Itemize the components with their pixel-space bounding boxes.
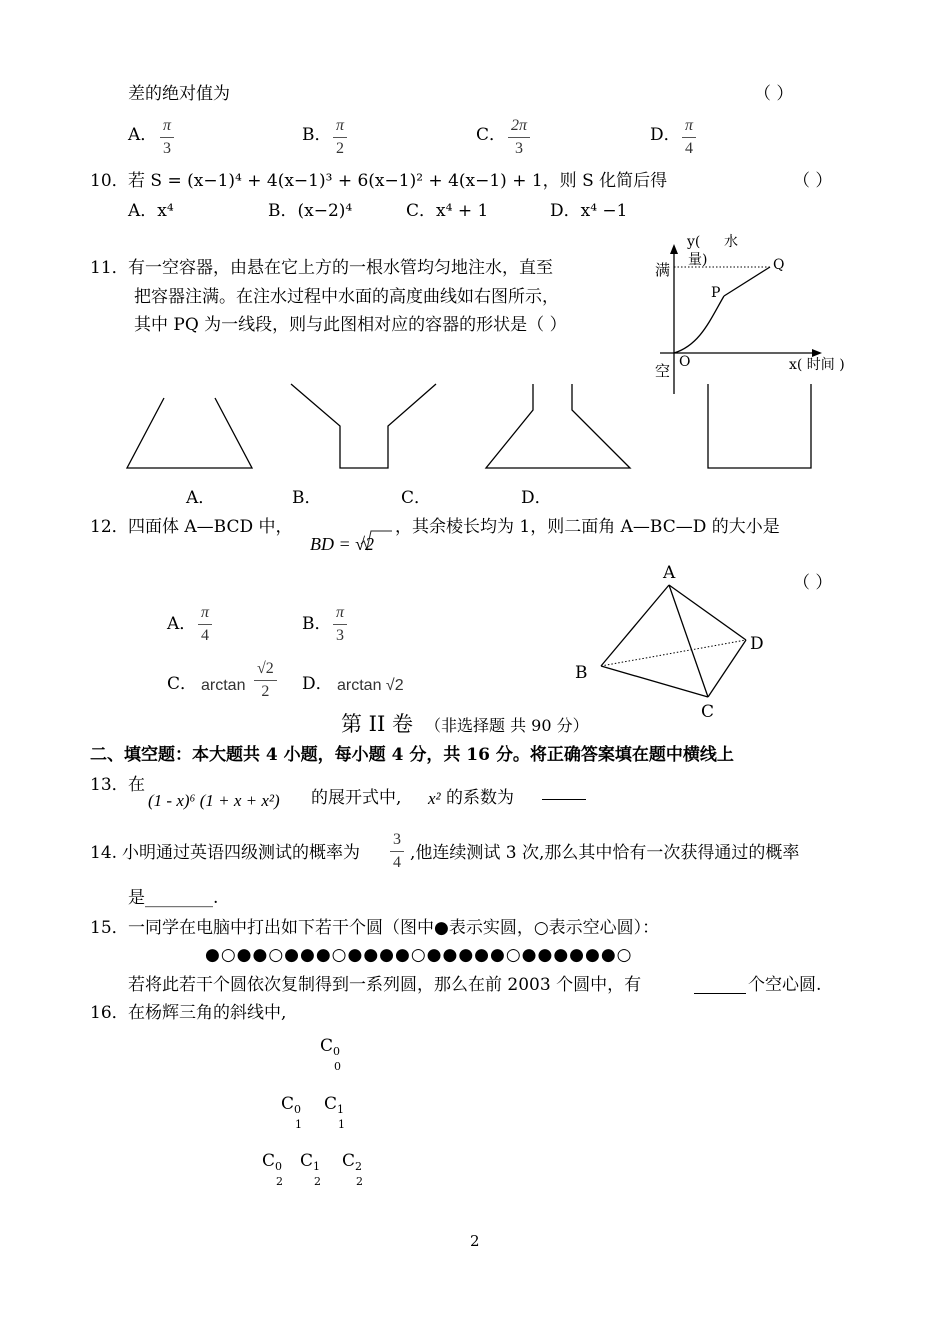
q13-text-b: 的展开式中, [311, 788, 402, 808]
graph-y-label-amount: 量) [688, 252, 708, 268]
q15-answer-blank[interactable] [694, 993, 746, 994]
edge-cd [708, 640, 746, 697]
container-d-cylinder [708, 384, 811, 468]
edge-ab [601, 585, 669, 666]
q11-line-1: 有一空容器，由悬在它上方的一根水管均匀地注水，直至 [128, 258, 553, 278]
combination-letter: C [324, 1094, 338, 1114]
graph-point-q: Q [773, 257, 785, 273]
q10-option-a: A．x⁴ [128, 201, 174, 221]
q11-option-d-label: D． [521, 488, 552, 508]
vertex-d-label: D [750, 634, 764, 654]
combination-lower-index: 1 [338, 1118, 345, 1131]
combination-c22 [342, 1151, 363, 1188]
q10-answer-bracket: （ ） [793, 171, 833, 191]
q12-option-c-arctan: arctan [201, 677, 246, 694]
combination-c12 [300, 1151, 321, 1188]
combination-upper-index: 0 [275, 1160, 283, 1173]
fraction-numerator: π [333, 117, 347, 138]
combination-c02 [262, 1151, 283, 1188]
q14-probability-fraction [390, 831, 404, 872]
q9-option-d-fraction [682, 117, 696, 158]
fraction-numerator: π [160, 117, 174, 138]
q9-answer-bracket: （ ） [754, 84, 794, 104]
q12-option-d-label: D． [302, 674, 333, 694]
graph-point-p: P [711, 285, 721, 301]
q10-option-c: C．x⁴ + 1 [406, 201, 489, 221]
graph-empty-label: 空 [655, 362, 671, 380]
q12-option-c-label: C． [167, 674, 198, 694]
q13-answer-blank[interactable] [542, 799, 586, 800]
combination-upper-index: 1 [313, 1160, 321, 1173]
combination-upper-index: 1 [337, 1103, 345, 1116]
edge-bc [601, 666, 708, 697]
q9-option-d-label: D． [650, 125, 681, 145]
combination-lower-index: 2 [276, 1175, 283, 1188]
combination-c11 [324, 1094, 345, 1131]
fraction-denominator: 4 [685, 140, 693, 157]
combination-lower-index: 0 [334, 1060, 341, 1073]
graph-origin-label: O [679, 354, 691, 370]
fraction-denominator: 3 [336, 627, 344, 644]
combination-lower-index: 1 [295, 1118, 302, 1131]
combination-lower-index: 2 [314, 1175, 321, 1188]
edge-ad [669, 585, 746, 640]
q15-number: 15． [90, 918, 129, 938]
graph-x-arrow [812, 349, 822, 357]
graph-y-label-water: 水 [724, 234, 738, 250]
q11-option-a-label: A． [186, 488, 216, 508]
q11-option-b-label: B． [292, 488, 322, 508]
combination-letter: C [281, 1094, 295, 1114]
q15-line-2-b: 个空心圆. [748, 975, 822, 995]
fraction-denominator: 2 [336, 140, 344, 157]
q14-line-2: 是________. [128, 888, 219, 908]
fraction-denominator: 3 [163, 140, 171, 157]
q14-number: 14. [90, 843, 118, 863]
q13-text-a: 在 [128, 775, 145, 795]
combination-letter: C [300, 1151, 314, 1171]
edge-bd-hidden [601, 640, 746, 666]
part2-subtitle: （非选择题 共 90 分） [425, 716, 589, 735]
graph-x-label: x( 时间 ) [789, 357, 845, 373]
graph-full-label: 满 [655, 261, 671, 279]
part2-title: 第 II 卷 [341, 712, 413, 736]
page-number: 2 [470, 1232, 480, 1250]
q9-option-b-fraction [333, 117, 347, 158]
q16-number: 16． [90, 1003, 129, 1023]
combination-upper-index: 0 [333, 1045, 341, 1058]
q9-option-c-fraction [508, 117, 530, 158]
q15-text: 一同学在电脑中打出如下若干个圆（图中●表示实圆，○表示空心圆）： [128, 918, 660, 938]
q11-option-c-label: C． [401, 488, 432, 508]
section2-heading: 二、填空题：本大题共 4 小题，每小题 4 分，共 16 分。将正确答案填在题中横线上 [90, 745, 734, 765]
fraction-denominator: 3 [515, 140, 523, 157]
q14-text-b: ,他连续测试 3 次,那么其中恰有一次获得通过的概率 [410, 843, 800, 863]
q12-text-before: 四面体 A—BCD 中， [128, 517, 293, 537]
combination-letter: C [342, 1151, 356, 1171]
combination-upper-index: 0 [294, 1103, 302, 1116]
q12-option-d-expr: arctan √2 [337, 677, 404, 694]
q14-text-a: 小明通过英语四级测试的概率为 [122, 843, 360, 863]
edge-ac [669, 585, 708, 697]
q12-option-c-fraction [254, 660, 277, 701]
vertex-b-label: B [575, 663, 588, 683]
combination-letter: C [262, 1151, 276, 1171]
q15-circle-sequence: ●○●●○●●●○●●●●○●●●●●○●●●●●●○ [205, 945, 633, 965]
q12-option-a-label: A． [167, 614, 197, 634]
graph-curve-op [674, 296, 724, 353]
q16-text: 在杨辉三角的斜线中, [128, 1003, 287, 1023]
container-a-trapezoid [127, 398, 252, 468]
q12-text-after: ，其余棱长均为 1，则二面角 A—BC—D 的大小是 [395, 517, 780, 537]
combination-c01 [281, 1094, 302, 1131]
fraction-numerator: 3 [390, 831, 404, 852]
vertex-a-label: A [663, 563, 676, 583]
q12-option-b-fraction [333, 604, 347, 645]
q13-text-c: 的系数为 [446, 788, 514, 808]
graph-y-label: y( [687, 234, 701, 250]
q12-number: 12． [90, 517, 129, 537]
fraction-numerator: 2π [508, 117, 530, 138]
fraction-numerator: π [333, 604, 347, 625]
q9-option-a-fraction [160, 117, 174, 158]
combination-upper-index: 2 [355, 1160, 363, 1173]
q11-line-2: 把容器注满。在注水过程中水面的高度曲线如右图所示， [134, 287, 559, 307]
combination-c00 [320, 1036, 341, 1073]
q9-option-a-label: A． [128, 125, 158, 145]
q10-option-d: D．x⁴ −1 [550, 201, 628, 221]
q12-option-a-fraction [198, 604, 212, 645]
fraction-numerator: √2 [254, 660, 277, 681]
q9-tail-text: 差的绝对值为 [128, 84, 230, 104]
container-c-flask [486, 384, 630, 468]
q10-number: 10． [90, 171, 129, 191]
graph-y-arrow [670, 244, 678, 254]
q12-option-b-label: B． [302, 614, 332, 634]
container-b-funnel [291, 384, 436, 468]
q11-line-3: 其中 PQ 为一线段，则与此图相对应的容器的形状是（ ） [134, 315, 567, 335]
fraction-denominator: 2 [261, 683, 270, 700]
fraction-denominator: 4 [201, 627, 209, 644]
q13-term: x² [428, 789, 441, 808]
combination-lower-index: 2 [356, 1175, 363, 1188]
q13-formula: (1 - x)⁶ (1 + x + x²) [148, 791, 280, 810]
q9-option-b-label: B． [302, 125, 332, 145]
fraction-denominator: 4 [393, 854, 401, 871]
q13-number: 13． [90, 775, 129, 795]
combination-letter: C [320, 1036, 334, 1056]
q12-formula: BD = √2 [310, 534, 375, 554]
fraction-numerator: π [198, 604, 212, 625]
q10-text: 若 S = (x−1)⁴ + 4(x−1)³ + 6(x−1)² + 4(x−1) + 1，则 S 化简后得 [128, 171, 668, 191]
q15-line-2-a: 若将此若干个圆依次复制得到一系列圆，那么在前 2003 个圆中，有 [128, 975, 642, 995]
q12-answer-bracket: （ ） [793, 573, 833, 593]
vertex-c-label: C [701, 702, 715, 722]
q10-option-b: B．(x−2)⁴ [268, 201, 353, 221]
graph-segment-pq [724, 267, 770, 296]
fraction-numerator: π [682, 117, 696, 138]
q9-option-c-label: C． [476, 125, 507, 145]
q11-number: 11． [90, 258, 129, 278]
